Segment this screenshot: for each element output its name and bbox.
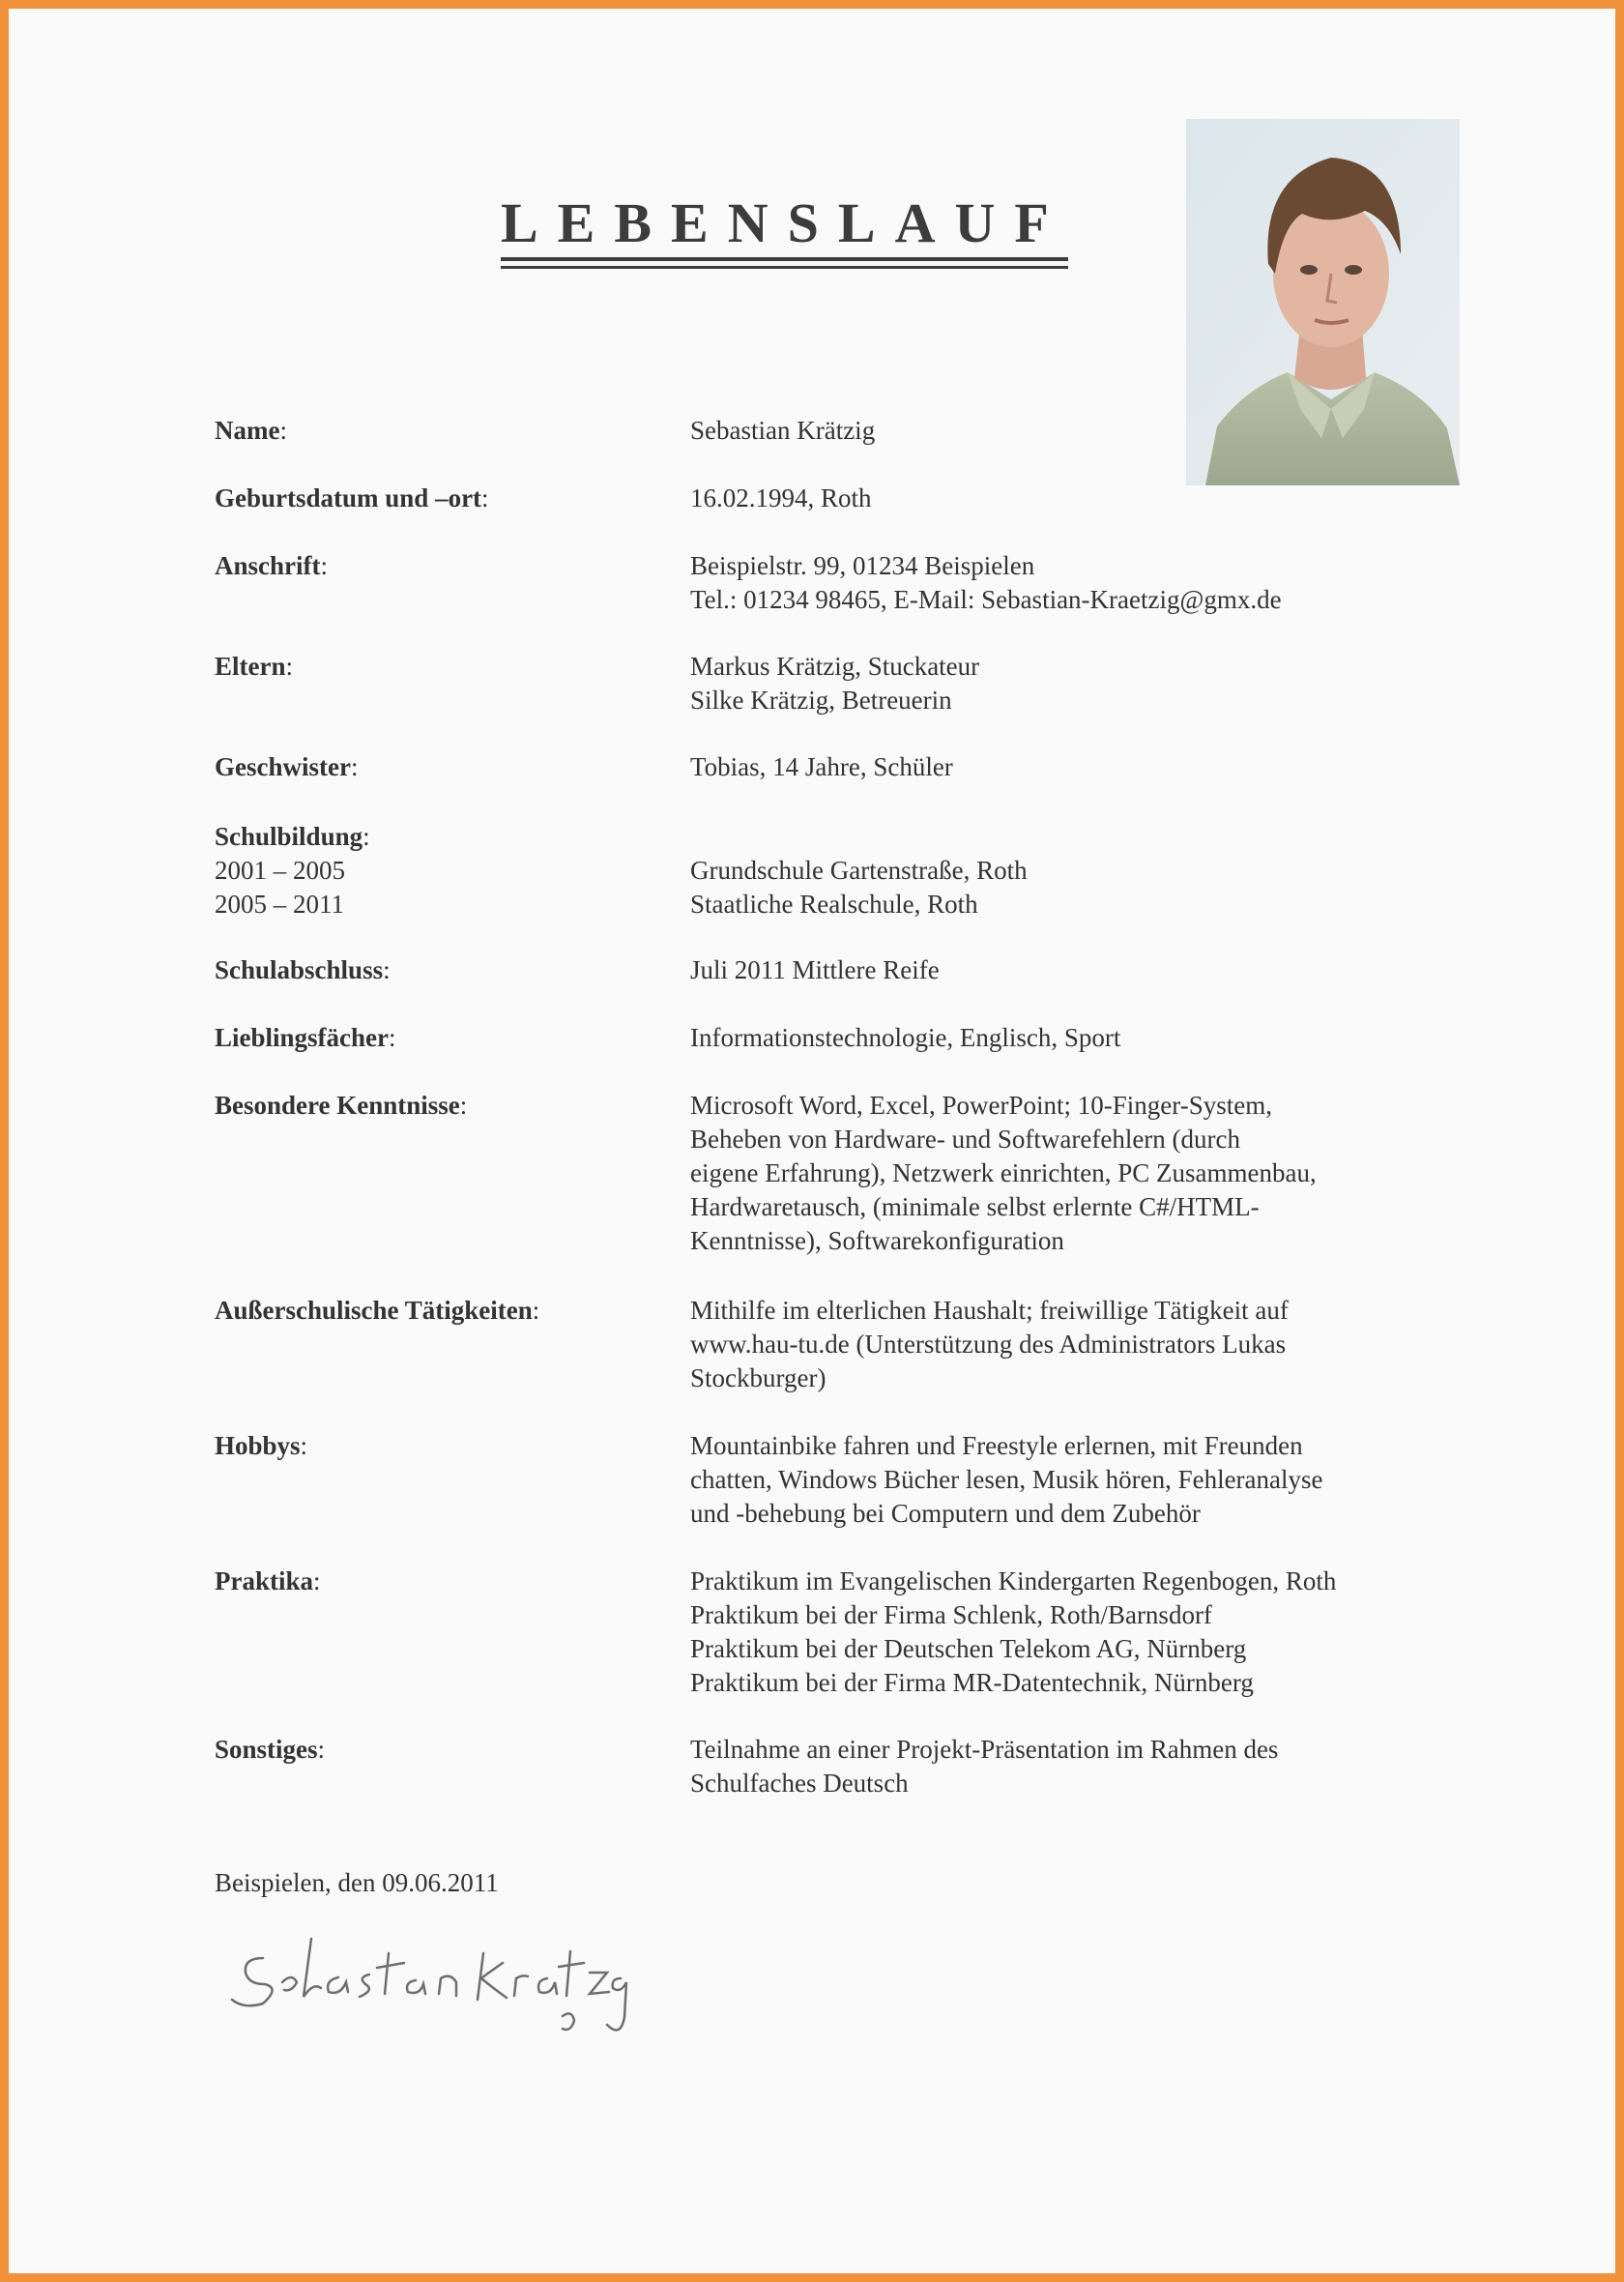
row-label-text: Geburtsdatum und –ort bbox=[215, 483, 482, 512]
row-label-text: Eltern bbox=[215, 652, 286, 681]
row-value-line: Informationstechnologie, Englisch, Sport bbox=[690, 1023, 1121, 1052]
row-value-line: chatten, Windows Bücher lesen, Musik hören, Fehleranalyse bbox=[690, 1465, 1323, 1494]
row-label-text: Name bbox=[215, 416, 280, 445]
row-value-line: Kenntnisse), Softwarekonfiguration bbox=[690, 1226, 1064, 1255]
row-value-line: Juli 2011 Mittlere Reife bbox=[690, 955, 940, 984]
row-label-text: Schulabschluss bbox=[215, 955, 384, 984]
place-and-date: Beispielen, den 09.06.2011 bbox=[215, 1868, 499, 1897]
row-label-text: Geschwister bbox=[215, 752, 351, 781]
row-label: Schulbildung: bbox=[215, 822, 370, 851]
row-value-line: und -behebung bei Computern und dem Zubehör bbox=[690, 1499, 1201, 1528]
applicant-photo bbox=[1186, 119, 1460, 485]
row-label: Sonstiges: bbox=[215, 1735, 326, 1764]
row-label-text: Sonstiges bbox=[215, 1735, 318, 1764]
row-label: Außerschulische Tätigkeiten: bbox=[215, 1296, 540, 1325]
row-value-line: Staatliche Realschule, Roth bbox=[690, 890, 978, 919]
row-value-line: Stockburger) bbox=[690, 1363, 826, 1392]
row-value-line: Hardwaretausch, (minimale selbst erlernte C#/HTML- bbox=[690, 1192, 1260, 1221]
row-label: Name: bbox=[215, 416, 287, 445]
row-label-text: Außerschulische Tätigkeiten bbox=[215, 1296, 533, 1325]
row-label: Geschwister: bbox=[215, 752, 359, 781]
row-label-text: Lieblingsfächer bbox=[215, 1023, 389, 1052]
row-label-text: Hobbys bbox=[215, 1431, 301, 1460]
row-label: Anschrift: bbox=[215, 551, 329, 580]
row-value-line: eigene Erfahrung), Netzwerk einrichten, PC Zusammenbau, bbox=[690, 1158, 1317, 1187]
row-value-line: Sebastian Krätzig bbox=[690, 416, 876, 445]
row-value-line: Tel.: 01234 98465, E-Mail: Sebastian-Kraetzig@gmx.de bbox=[690, 585, 1282, 614]
row-label: Lieblingsfächer: bbox=[215, 1023, 396, 1052]
row-value-line: Praktikum bei der Deutschen Telekom AG, Nürnberg bbox=[690, 1634, 1247, 1663]
row-value-line: Schulfaches Deutsch bbox=[690, 1769, 909, 1798]
row-label-text: Besondere Kenntnisse bbox=[215, 1091, 460, 1120]
row-label: Praktika: bbox=[215, 1566, 321, 1595]
row-value-line: Grundschule Gartenstraße, Roth bbox=[690, 856, 1028, 885]
row-label-text: Praktika bbox=[215, 1566, 314, 1595]
row-value-line: Praktikum bei der Firma MR-Datentechnik, Nürnberg bbox=[690, 1668, 1254, 1697]
page-title: LEBENSLAUF bbox=[501, 193, 1068, 261]
row-value-line: Praktikum im Evangelischen Kindergarten Regenbogen, Roth bbox=[690, 1566, 1337, 1595]
row-value-line: Beispielstr. 99, 01234 Beispielen bbox=[690, 551, 1035, 580]
row-value-line: Praktikum bei der Firma Schlenk, Roth/Barnsdorf bbox=[690, 1600, 1212, 1629]
row-value-line: Silke Krätzig, Betreuerin bbox=[690, 686, 952, 715]
period: 2001 – 2005 bbox=[215, 856, 345, 885]
row-label-text: Schulbildung bbox=[215, 822, 363, 851]
row-label-text: Anschrift bbox=[215, 551, 321, 580]
row-value-line: Markus Krätzig, Stuckateur bbox=[690, 652, 980, 681]
row-label: Geburtsdatum und –ort: bbox=[215, 483, 489, 512]
row-label: Besondere Kenntnisse: bbox=[215, 1091, 468, 1120]
handwritten-signature bbox=[224, 1924, 650, 2060]
row-value-line: Teilnahme an einer Projekt-Präsentation im Rahmen des bbox=[690, 1735, 1279, 1764]
row-label: Eltern: bbox=[215, 652, 294, 681]
row-value-line: Mountainbike fahren und Freestyle erlernen, mit Freunden bbox=[690, 1431, 1303, 1460]
period: 2005 – 2011 bbox=[215, 890, 344, 919]
row-value-line: www.hau-tu.de (Unterstützung des Administrators Lukas bbox=[690, 1330, 1287, 1359]
row-value-line: 16.02.1994, Roth bbox=[690, 483, 872, 512]
row-label: Hobbys: bbox=[215, 1431, 308, 1460]
row-value-line: Microsoft Word, Excel, PowerPoint; 10-Finger-System, bbox=[690, 1091, 1272, 1120]
row-value-line: Mithilfe im elterlichen Haushalt; freiwillige Tätigkeit auf bbox=[690, 1296, 1289, 1325]
row-label: Schulabschluss: bbox=[215, 955, 391, 984]
row-value-line: Tobias, 14 Jahre, Schüler bbox=[690, 752, 953, 781]
row-value-line: Beheben von Hardware- und Softwarefehlern (durch bbox=[690, 1125, 1241, 1154]
